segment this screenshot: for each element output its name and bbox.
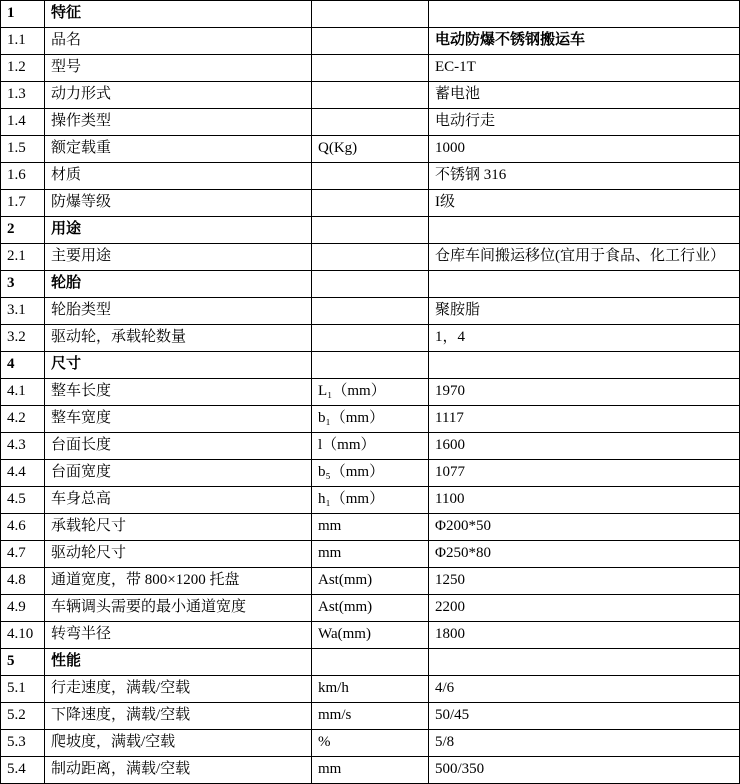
row-value: Φ200*50 bbox=[429, 514, 740, 541]
row-number: 1.5 bbox=[1, 136, 45, 163]
row-unit: Wa(mm) bbox=[312, 622, 429, 649]
row-unit: mm bbox=[312, 757, 429, 784]
row-number: 1.1 bbox=[1, 28, 45, 55]
row-unit bbox=[312, 271, 429, 298]
row-value: 1100 bbox=[429, 487, 740, 514]
row-value: 2200 bbox=[429, 595, 740, 622]
table-row bbox=[1, 217, 740, 244]
row-unit: l（mm） bbox=[312, 433, 429, 460]
row-number: 4.7 bbox=[1, 541, 45, 568]
row-label: 制动距离，满载/空载 bbox=[45, 757, 312, 784]
row-number: 1.4 bbox=[1, 109, 45, 136]
table-row bbox=[1, 541, 740, 568]
row-value: 1250 bbox=[429, 568, 740, 595]
row-unit bbox=[312, 190, 429, 217]
row-label: 性能 bbox=[45, 649, 312, 676]
row-number: 1.3 bbox=[1, 82, 45, 109]
row-number: 5 bbox=[1, 649, 45, 676]
row-number: 4.8 bbox=[1, 568, 45, 595]
row-number: 5.3 bbox=[1, 730, 45, 757]
row-label: 主要用途 bbox=[45, 244, 312, 271]
row-number: 5.1 bbox=[1, 676, 45, 703]
table-row bbox=[1, 730, 740, 757]
row-label: 车身总高 bbox=[45, 487, 312, 514]
row-value: 4/6 bbox=[429, 676, 740, 703]
row-value: 1000 bbox=[429, 136, 740, 163]
row-number: 4 bbox=[1, 352, 45, 379]
table-row bbox=[1, 352, 740, 379]
row-unit bbox=[312, 163, 429, 190]
row-unit bbox=[312, 1, 429, 28]
table-row bbox=[1, 487, 740, 514]
row-number: 1.6 bbox=[1, 163, 45, 190]
row-value: I级 bbox=[429, 190, 740, 217]
row-value: 不锈钢 316 bbox=[429, 163, 740, 190]
row-value: 50/45 bbox=[429, 703, 740, 730]
table-row bbox=[1, 244, 740, 271]
table-row bbox=[1, 190, 740, 217]
row-unit: % bbox=[312, 730, 429, 757]
row-unit bbox=[312, 55, 429, 82]
row-value: 1600 bbox=[429, 433, 740, 460]
table-row bbox=[1, 676, 740, 703]
row-unit bbox=[312, 82, 429, 109]
table-row bbox=[1, 703, 740, 730]
row-unit bbox=[312, 244, 429, 271]
row-label: 台面长度 bbox=[45, 433, 312, 460]
row-value bbox=[429, 271, 740, 298]
table-row bbox=[1, 406, 740, 433]
row-value: Φ250*80 bbox=[429, 541, 740, 568]
row-label: 尺寸 bbox=[45, 352, 312, 379]
row-unit: km/h bbox=[312, 676, 429, 703]
row-label: 材质 bbox=[45, 163, 312, 190]
row-label: 型号 bbox=[45, 55, 312, 82]
row-value: 1117 bbox=[429, 406, 740, 433]
row-number: 4.5 bbox=[1, 487, 45, 514]
row-number: 2.1 bbox=[1, 244, 45, 271]
table-row bbox=[1, 298, 740, 325]
row-unit: b₁（mm） bbox=[312, 406, 429, 433]
row-unit bbox=[312, 325, 429, 352]
row-label: 品名 bbox=[45, 28, 312, 55]
row-unit bbox=[312, 352, 429, 379]
row-value: 聚胺脂 bbox=[429, 298, 740, 325]
row-value bbox=[429, 217, 740, 244]
row-unit: Q(Kg) bbox=[312, 136, 429, 163]
row-value: 1970 bbox=[429, 379, 740, 406]
table-row bbox=[1, 514, 740, 541]
row-label: 轮胎 bbox=[45, 271, 312, 298]
row-label: 转弯半径 bbox=[45, 622, 312, 649]
row-value: 电动防爆不锈钢搬运车 bbox=[429, 28, 740, 55]
row-label: 台面宽度 bbox=[45, 460, 312, 487]
row-number: 3 bbox=[1, 271, 45, 298]
table-row bbox=[1, 649, 740, 676]
row-number: 2 bbox=[1, 217, 45, 244]
table-row bbox=[1, 622, 740, 649]
row-label: 整车宽度 bbox=[45, 406, 312, 433]
row-label: 轮胎类型 bbox=[45, 298, 312, 325]
row-value: 仓库车间搬运移位(宜用于食品、化工行业） bbox=[429, 244, 740, 271]
row-label: 用途 bbox=[45, 217, 312, 244]
row-unit: mm bbox=[312, 541, 429, 568]
row-value: 1800 bbox=[429, 622, 740, 649]
table-row bbox=[1, 595, 740, 622]
table-row bbox=[1, 109, 740, 136]
table-row bbox=[1, 568, 740, 595]
row-number: 3.1 bbox=[1, 298, 45, 325]
row-label: 承载轮尺寸 bbox=[45, 514, 312, 541]
row-number: 4.1 bbox=[1, 379, 45, 406]
row-value bbox=[429, 352, 740, 379]
row-value: EC-1T bbox=[429, 55, 740, 82]
table-row bbox=[1, 325, 740, 352]
row-number: 4.2 bbox=[1, 406, 45, 433]
row-value: 5/8 bbox=[429, 730, 740, 757]
row-label: 动力形式 bbox=[45, 82, 312, 109]
row-label: 操作类型 bbox=[45, 109, 312, 136]
table-row bbox=[1, 163, 740, 190]
row-label: 驱动轮尺寸 bbox=[45, 541, 312, 568]
table-row bbox=[1, 379, 740, 406]
table-row bbox=[1, 460, 740, 487]
table-body bbox=[1, 1, 740, 784]
row-unit: L₁（mm） bbox=[312, 379, 429, 406]
table-row bbox=[1, 55, 740, 82]
row-label: 特征 bbox=[45, 1, 312, 28]
row-number: 5.4 bbox=[1, 757, 45, 784]
row-value bbox=[429, 1, 740, 28]
row-value: 电动行走 bbox=[429, 109, 740, 136]
row-number: 4.9 bbox=[1, 595, 45, 622]
row-label: 车辆调头需要的最小通道宽度 bbox=[45, 595, 312, 622]
row-unit bbox=[312, 28, 429, 55]
row-unit bbox=[312, 109, 429, 136]
row-number: 5.2 bbox=[1, 703, 45, 730]
row-value bbox=[429, 649, 740, 676]
row-unit: Ast(mm) bbox=[312, 595, 429, 622]
row-number: 4.4 bbox=[1, 460, 45, 487]
row-value: 1，4 bbox=[429, 325, 740, 352]
row-label: 下降速度，满载/空载 bbox=[45, 703, 312, 730]
row-unit bbox=[312, 217, 429, 244]
row-label: 通道宽度，带 800×1200 托盘 bbox=[45, 568, 312, 595]
row-number: 4.6 bbox=[1, 514, 45, 541]
row-label: 整车长度 bbox=[45, 379, 312, 406]
table-row bbox=[1, 28, 740, 55]
table-row bbox=[1, 82, 740, 109]
row-number: 4.10 bbox=[1, 622, 45, 649]
row-unit: mm bbox=[312, 514, 429, 541]
row-unit: b₅（mm） bbox=[312, 460, 429, 487]
row-label: 额定载重 bbox=[45, 136, 312, 163]
row-label: 爬坡度，满载/空载 bbox=[45, 730, 312, 757]
row-number: 1.2 bbox=[1, 55, 45, 82]
row-number: 1 bbox=[1, 1, 45, 28]
row-unit bbox=[312, 649, 429, 676]
row-label: 驱动轮，承载轮数量 bbox=[45, 325, 312, 352]
table-row bbox=[1, 1, 740, 28]
row-number: 1.7 bbox=[1, 190, 45, 217]
row-value: 蓄电池 bbox=[429, 82, 740, 109]
row-label: 防爆等级 bbox=[45, 190, 312, 217]
row-value: 500/350 bbox=[429, 757, 740, 784]
table-row bbox=[1, 757, 740, 784]
table-row bbox=[1, 136, 740, 163]
row-unit: Ast(mm) bbox=[312, 568, 429, 595]
row-value: 1077 bbox=[429, 460, 740, 487]
row-unit: mm/s bbox=[312, 703, 429, 730]
row-unit: h₁（mm） bbox=[312, 487, 429, 514]
table-row bbox=[1, 433, 740, 460]
row-label: 行走速度，满载/空载 bbox=[45, 676, 312, 703]
table-row bbox=[1, 271, 740, 298]
row-number: 4.3 bbox=[1, 433, 45, 460]
row-unit bbox=[312, 298, 429, 325]
row-number: 3.2 bbox=[1, 325, 45, 352]
